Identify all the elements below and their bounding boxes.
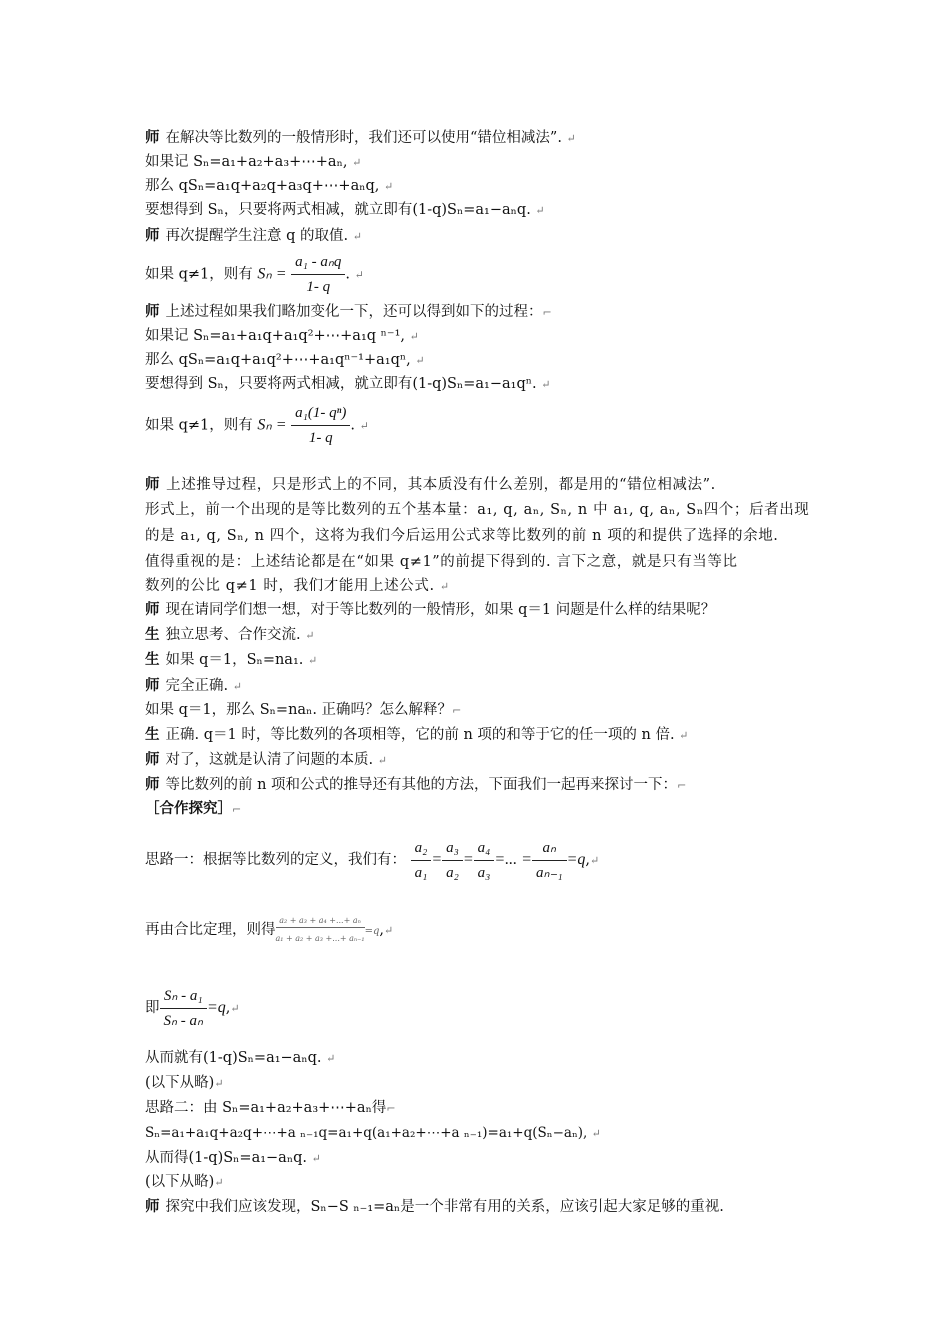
line-teacher-3 bbox=[145, 302, 552, 323]
line-teacher-1 bbox=[145, 128, 576, 149]
line-formula-1 bbox=[145, 252, 364, 298]
line-question bbox=[145, 700, 461, 721]
speaker-label: 生 bbox=[145, 627, 160, 643]
line-text: 对了，这就是认清了问题的本质. bbox=[165, 752, 378, 768]
speaker-label: 师 bbox=[145, 477, 161, 493]
line-ratio-theorem: 再由合比定理，则得 $\frac{\text{a₂ + a₃ + a₄ +...+ aₙ}}{\text{a₁ + a₂ + a₃ +...+ aₙ₋₁}}$ =q,↵ bbox=[145, 916, 394, 943]
fraction-denominator: 1- q bbox=[306, 279, 331, 295]
line-text: 那么 qSₙ=a₁q+a₂q+a₃q+⋯+aₙq, bbox=[145, 178, 384, 194]
fraction bbox=[532, 838, 567, 883]
paragraph-mark-icon: ↵ bbox=[377, 754, 387, 767]
paragraph-mark-icon: ↵ bbox=[591, 1127, 601, 1140]
fraction-numerator: a₂ bbox=[411, 838, 432, 861]
speaker-label: 生 bbox=[145, 727, 160, 743]
line-text: 现在请同学们想一想，对于等比数列的一般情形，如果 q＝1 问题是什么样的结果呢？ bbox=[165, 602, 716, 618]
speaker-label: 师 bbox=[145, 602, 160, 618]
line-omitted-2 bbox=[145, 1172, 224, 1193]
line-approach-1: 思路一：根据等比数列的定义，我们有： $\frac{\text{a₂}}{\text{a₁}}$ = $\frac{\text{a₃}}{\text{a₂}}$ = $\frac{\text{a₄}}{\text{a₃}}$ =... = $\frac{\text{aₙ}}{\text{aₙ₋₁}}$ =q,↵ bbox=[145, 839, 600, 881]
line-sum-def bbox=[145, 152, 361, 173]
fraction-denominator: a₁ bbox=[414, 864, 428, 881]
line-text: 再由合比定理，则得 bbox=[145, 922, 276, 938]
line-section-heading bbox=[145, 799, 241, 820]
line-text: Sₙ=a₁+a₁q+a₂q+⋯+a ₙ₋₁q=a₁+q(a₁+a₂+⋯+a ₙ₋₁)=a₁+q(Sₙ−aₙ), bbox=[145, 1125, 592, 1141]
fraction-denominator: a₃ bbox=[477, 864, 491, 881]
formula-lhs: Sₙ = bbox=[257, 265, 287, 283]
paragraph-mark-icon: ↵ bbox=[354, 268, 364, 282]
paragraph-mark-icon: ↵ bbox=[308, 654, 318, 667]
line-text: 上述推导过程，只是形式上的不同，其本质没有什么差别，都是用的“错位相减法”. bbox=[166, 477, 716, 493]
line-text: 那么 qSₙ=a₁q+a₁q²+⋯+a₁qⁿ⁻¹+a₁qⁿ, bbox=[145, 352, 416, 368]
fraction-numerator: a₄ bbox=[474, 838, 495, 861]
formula-rhs: =q bbox=[566, 851, 586, 868]
line-student-3 bbox=[145, 725, 688, 746]
fraction-numerator: a₃ bbox=[442, 838, 463, 861]
line-text: 思路一：根据等比数列的定义，我们有： bbox=[145, 852, 406, 868]
line-text: 值得重视的是：上述结论都是在“如果 q≠1”的前提下得到的. 言下之意，就是只有当等比 bbox=[145, 554, 738, 570]
fraction bbox=[291, 403, 350, 448]
line-text: 如果 q＝1，那么 Sₙ=naₙ. 正确吗？怎么解释？ bbox=[145, 702, 453, 718]
paragraph-mark-icon: ↵ bbox=[232, 680, 242, 693]
fraction bbox=[474, 838, 495, 883]
soft-break-icon: ⌐ bbox=[677, 779, 687, 792]
fraction-numerator: a₂ + a₃ + a₄ +...+ aₙ bbox=[276, 916, 365, 928]
line-text: 要想得到 Sₙ，只要将两式相减，就立即有(1-q)Sₙ=a₁−a₁qⁿ. bbox=[145, 376, 542, 392]
line-text: . bbox=[345, 266, 355, 283]
line-text: 的是 a₁, q, Sₙ, n 四个，这将为我们今后运用公式求等比数列的前 n 项的和提供了选择的余地. bbox=[145, 528, 779, 544]
formula-rhs: =q bbox=[364, 926, 380, 937]
line-teacher-7 bbox=[145, 775, 686, 796]
soft-break-icon: ⌐ bbox=[232, 803, 242, 816]
paragraph-mark-icon: ↵ bbox=[214, 1077, 224, 1090]
fraction bbox=[160, 986, 207, 1031]
line-omitted-1 bbox=[145, 1073, 224, 1094]
line-teacher-8 bbox=[145, 1197, 724, 1217]
line-text: (以下从略) bbox=[145, 1174, 215, 1190]
paragraph-mark-icon: ↵ bbox=[535, 204, 545, 217]
formula-ellipsis: =... = bbox=[494, 851, 532, 868]
line-student-1 bbox=[145, 625, 314, 646]
line-formula-2 bbox=[145, 403, 369, 449]
speaker-label: 师 bbox=[145, 228, 160, 244]
fraction bbox=[411, 838, 432, 883]
line-text: (以下从略) bbox=[145, 1075, 215, 1091]
line-text: 形式上，前一个出现的是等比数列的五个基本量：a₁, q, aₙ, Sₙ, n 中 a₁, q, aₙ, Sₙ四个；后者出现 bbox=[145, 502, 810, 518]
line-qsum bbox=[145, 176, 393, 197]
fraction-denominator: Sₙ - aₙ bbox=[163, 1012, 203, 1029]
paragraph-mark-icon: ↵ bbox=[359, 419, 369, 433]
speaker-label: 师 bbox=[145, 752, 160, 768]
paragraph-mark-icon: ↵ bbox=[214, 1176, 224, 1189]
line-paragraph-4 bbox=[145, 552, 738, 572]
line-text: 正确. q＝1 时，等比数列的各项相等，它的前 n 项的和等于它的任一项的 n 倍. bbox=[165, 727, 680, 743]
line-teacher-6 bbox=[145, 750, 387, 771]
paragraph-mark-icon: ↵ bbox=[415, 354, 425, 367]
fraction-numerator: a₁ - aₙq bbox=[291, 252, 345, 275]
fraction-numerator: Sₙ - a₁ bbox=[160, 986, 207, 1009]
line-text: 从而得(1-q)Sₙ=a₁−aₙq. bbox=[145, 1150, 312, 1166]
speaker-label: 师 bbox=[145, 130, 160, 146]
paragraph-mark-icon: ↵ bbox=[439, 580, 450, 593]
line-result-1 bbox=[145, 1048, 335, 1069]
line-teacher-4 bbox=[145, 600, 715, 620]
line-derivation bbox=[145, 1123, 601, 1144]
line-text: 等比数列的前 n 项和公式的推导还有其他的方法，下面我们一起再来探讨一下： bbox=[165, 777, 678, 793]
paragraph-mark-icon: ↵ bbox=[352, 230, 362, 243]
fraction bbox=[276, 916, 365, 944]
line-subtract-2 bbox=[145, 374, 550, 395]
paragraph-mark-icon: ↵ bbox=[383, 924, 394, 937]
line-text: 完全正确. bbox=[165, 678, 233, 694]
line-student-2 bbox=[145, 650, 317, 671]
line-teacher-5 bbox=[145, 676, 242, 697]
line-text: 思路二：由 Sₙ=a₁+a₂+a₃+⋯+aₙ得 bbox=[145, 1100, 387, 1116]
fraction-numerator: aₙ bbox=[532, 838, 567, 861]
paragraph-mark-icon: ↵ bbox=[352, 156, 362, 169]
formula-lhs: Sₙ = bbox=[257, 416, 287, 434]
line-subtract bbox=[145, 200, 545, 221]
line-result-2 bbox=[145, 1148, 321, 1169]
paragraph-mark-icon: ↵ bbox=[383, 180, 394, 193]
speaker-label: 师 bbox=[145, 777, 160, 793]
line-sum-def-2 bbox=[145, 326, 419, 347]
line-text: 如果 q≠1，则有 bbox=[145, 417, 253, 434]
line-paragraph-1 bbox=[145, 475, 716, 495]
paragraph-mark-icon: ↵ bbox=[311, 1152, 321, 1165]
soft-break-icon: ⌐ bbox=[452, 704, 462, 717]
line-paragraph-2 bbox=[145, 500, 809, 520]
fraction-numerator: a₁(1- qⁿ) bbox=[291, 403, 350, 426]
paragraph-mark-icon: ↵ bbox=[679, 729, 689, 742]
section-heading: ［合作探究］ bbox=[145, 801, 232, 817]
line-paragraph-3 bbox=[145, 526, 779, 546]
line-text: 探究中我们应该发现，Sₙ−S ₙ₋₁=aₙ是一个非常有用的关系，应该引起大家足够的重视. bbox=[165, 1199, 724, 1215]
paragraph-mark-icon: ↵ bbox=[409, 330, 419, 343]
fraction bbox=[442, 838, 463, 883]
paragraph-mark-icon: ↵ bbox=[541, 378, 551, 391]
speaker-label: 师 bbox=[145, 678, 160, 694]
paragraph-mark-icon: ↵ bbox=[566, 132, 576, 145]
line-text: 上述过程如果我们略加变化一下，还可以得到如下的过程： bbox=[165, 304, 543, 320]
line-text: 在解决等比数列的一般情形时，我们还可以使用“错位相减法”. bbox=[165, 130, 567, 146]
paragraph-mark-icon: ↵ bbox=[230, 1002, 240, 1015]
line-text: 要想得到 Sₙ，只要将两式相减，就立即有(1-q)Sₙ=a₁−aₙq. bbox=[145, 202, 536, 218]
paragraph-mark-icon: ↵ bbox=[305, 629, 315, 642]
line-text: 独立思考、合作交流. bbox=[165, 627, 306, 643]
speaker-label: 生 bbox=[145, 652, 160, 668]
line-text: 再次提醒学生注意 q 的取值. bbox=[165, 228, 353, 244]
line-formula-3: 即 $\frac{\text{Sₙ - a₁}}{\text{Sₙ - aₙ}}$ =q,↵ bbox=[145, 987, 240, 1029]
fraction bbox=[291, 252, 345, 297]
line-text: 数列的公比 q≠1 时，我们才能用上述公式. bbox=[145, 578, 440, 594]
line-text: . bbox=[350, 417, 360, 434]
fraction-denominator: 1- q bbox=[308, 430, 333, 446]
line-text: 如果 q＝1，Sₙ=na₁. bbox=[165, 652, 308, 668]
line-text: 如果记 Sₙ=a₁+a₂+a₃+⋯+aₙ, bbox=[145, 154, 353, 170]
fraction-denominator: aₙ₋₁ bbox=[535, 864, 563, 881]
line-text: 从而就有(1-q)Sₙ=a₁−aₙq. bbox=[145, 1050, 327, 1066]
speaker-label: 师 bbox=[145, 304, 160, 320]
speaker-label: 师 bbox=[145, 1199, 160, 1215]
line-paragraph-5 bbox=[145, 576, 450, 597]
soft-break-icon: ⌐ bbox=[542, 306, 552, 319]
line-approach-2 bbox=[145, 1098, 396, 1119]
paragraph-mark-icon: ↵ bbox=[326, 1052, 336, 1065]
line-text: 即 bbox=[145, 1000, 160, 1016]
fraction-denominator: a₂ bbox=[446, 864, 459, 881]
fraction-denominator: a₁ + a₂ + a₃ +...+ aₙ₋₁ bbox=[275, 934, 365, 943]
line-text: 如果记 Sₙ=a₁+a₁q+a₁q²+⋯+a₁q ⁿ⁻¹, bbox=[145, 328, 410, 344]
line-qsum-2 bbox=[145, 350, 425, 371]
line-teacher-2 bbox=[145, 226, 362, 247]
paragraph-mark-icon: ↵ bbox=[589, 854, 600, 867]
soft-break-icon: ⌐ bbox=[386, 1102, 396, 1115]
line-text: 如果 q≠1，则有 bbox=[145, 266, 253, 283]
formula-rhs: =q bbox=[206, 999, 226, 1016]
